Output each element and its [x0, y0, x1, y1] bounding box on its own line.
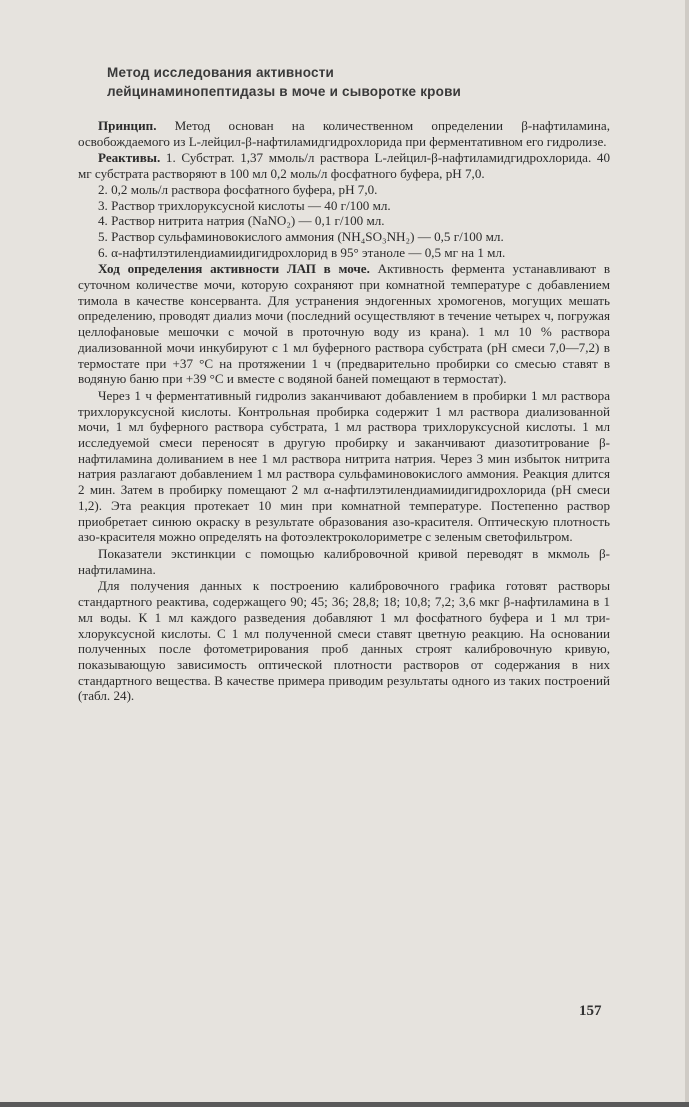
paragraph-text: Активность фермента устанавливают в суточном количестве мочи, которую сохраняют при комнатной температуре с добавлением тимола в качестве консерванта. Для устранения эндогенных хромогенов, могущих мешать определению, проводят диализ мочи (последний осуществляют в течение четырех ч, погружая целлофановые мешочки с мочой в проточную воду из крана). 1 мл 10 % раствора диализованной мочи инкубируют с 1 мл буферного раствора субстрата (pH смеси 7,0—7,2) в термостате при +37 °С на протяжении 1 ч (предварительно пробирки со смесью ставят в водяную баню при +39 °С и вместе с водяной баней помещают в термостат). [78, 261, 610, 387]
section-heading [107, 63, 587, 101]
page-number: 157 [579, 1003, 602, 1019]
paragraph-text: Показатели экстинкции с помощью калибровочной кривой переводят в мкмоль β-нафтиламина. [78, 545, 610, 577]
paragraph-text: 4. Раствор нитрита натрия (NaNO₂) — 0,1 г/100 мл. [98, 213, 385, 229]
page-bottom-edge [0, 1102, 689, 1107]
paragraph-text: 3. Раствор трихлоруксусной кислоты — 40 г/100 мл. [98, 197, 391, 213]
reagent-item [78, 245, 610, 261]
paragraph-lead: Принцип. [98, 118, 157, 133]
reagent-item [78, 229, 610, 245]
paragraph-text: Через 1 ч ферментативный гидролиз заканчивают добавлением в пробирки 1 мл раствора трихлоруксусной кислоты. Контрольная пробирка содержит 1 мл раствора диализованной мочи, 1 мл буферного раствора субстрата, 1 мл раствора трихлоруксусной кислоты. 1 мл исследуемой смеси переносят в другую пробирку и заканчивают диазотитрование β-нафтиламина доливанием в нее 1 мл раствора нитрита натрия. Через 3 мин избыток нитрита натрия разлагают добавлением 1 мл раствора сульфаминовокислого аммония. Реакция длится 2 мин. Затем в пробирку помещают 2 мл α-нафтилэтилендиамиидигидрохлорида (pH смеси 1,2). Эта реакция протекает 10 мин при комнатной температуре. Постепенно раствор приобретает синюю окраску в результате образования азо-красителя. Оптическую плотность азо-красителя можно определять на фотоэлектроколориметре с зеленым светофильтром. [78, 387, 610, 545]
paragraph-extinction [78, 546, 610, 577]
reagent-item [78, 213, 610, 229]
paragraph-text: Метод основан на количественном определении β-нафтиламина, освобождаемого из L-лейцил-β-нафтиламидгидрохлорида при ферментативном его гидролизе. [78, 118, 610, 149]
paragraph-lead: Реактивы. [98, 150, 161, 166]
paragraph-principle [78, 118, 610, 149]
paragraph-text: 5. Раствор сульфаминовокислого аммония (NH₄SO₃NH₂) — 0,5 г/100 мл. [98, 228, 504, 244]
reagent-item [78, 182, 610, 198]
paragraph-text: Для получения данных к построению калибровочного графика готовят растворы стандартного реактива, содержащего 90; 45; 36; 28,8; 18; 10,8; 7,2; 3,6 мкг β-нафтиламина в 1 мл воды. К 1 мл каждого разведения добавляют 1 мл фосфатного буфера и 1 мл трихлоруксусной кислоты. С 1 мл полученной смеси ставят цветную реакцию. На основании полученных после фотометрирования проб данных строят калибровочную кривую, показывающую зависимость оптической плотности растворов от содержания в них стандартного вещества. В качестве примера приводим результаты одного из таких построений (табл. 24). [78, 578, 610, 704]
paragraph-calibration [78, 578, 610, 704]
paragraph-reagents [78, 150, 610, 181]
reagent-item [78, 198, 610, 214]
body-text [78, 118, 610, 704]
paragraph-text: 1. Субстрат. 1,37 ммоль/л раствора L-лейцил-β-нафтиламидгидрохлорида. 40 мг субстрата растворяют в 100 мл 0,2 моль/л фосфатного буфера, pH 7,0. [78, 150, 610, 182]
heading-line-1: Метод исследования активности [107, 65, 335, 80]
paragraph-procedure [78, 261, 610, 387]
paragraph-text: 6. α-нафтилэтилендиамиидигидрохлорид в 95° этаноле — 0,5 мг на 1 мл. [98, 244, 506, 260]
heading-line-2: лейцинаминопептидазы в моче и сыворотке крови [107, 84, 462, 99]
paragraph-hydrolysis [78, 388, 610, 545]
paragraph-text: 2. 0,2 моль/л раствора фосфатного буфера, pH 7,0. [98, 181, 378, 197]
paragraph-lead: Ход определения активности ЛАП в моче. [98, 261, 370, 277]
page-edge-shadow [685, 0, 689, 1107]
